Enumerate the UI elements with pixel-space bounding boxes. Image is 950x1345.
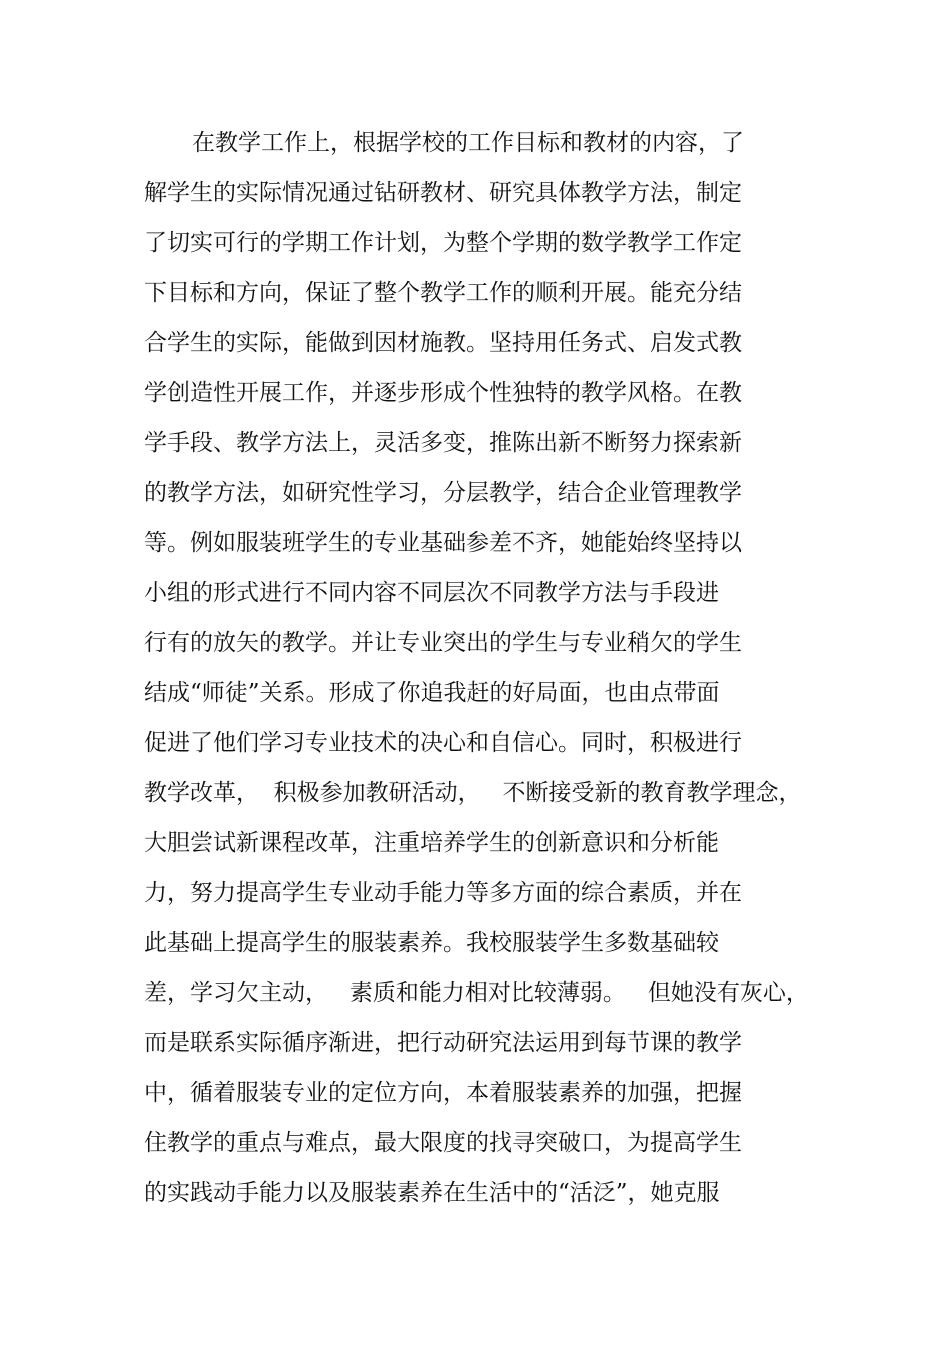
- text-line: 教学改革， 积极参加教研活动， 不断接受新的教育教学理念，: [144, 780, 802, 806]
- text-line: 的实践动手能力以及服装素养在生活中的“活泛”，她克服: [144, 1180, 720, 1206]
- text-line: 差，学习欠主动， 素质和能力相对比较薄弱。 但她没有灰心，: [144, 980, 809, 1006]
- text-line: 行有的放矢的教学。并让专业突出的学生与专业稍欠的学生: [144, 630, 742, 656]
- body-paragraph: [144, 118, 834, 1218]
- text-line: 小组的形式进行不同内容不同层次不同教学方法与手段进: [144, 580, 719, 606]
- text-line: 合学生的实际，能做到因材施教。坚持用任务式、启发式教: [144, 330, 742, 356]
- text-line: 下目标和方向，保证了整个教学工作的顺利开展。能充分结: [144, 280, 742, 306]
- text-line: 而是联系实际循序渐进，把行动研究法运用到每节课的教学: [144, 1030, 742, 1056]
- text-line: 了切实可行的学期工作计划，为整个学期的数学教学工作定: [144, 230, 742, 256]
- text-line: 的教学方法，如研究性学习，分层教学，结合企业管理教学: [144, 480, 742, 506]
- text-line: 住教学的重点与难点，最大限度的找寻突破口，为提高学生: [144, 1130, 742, 1156]
- text-line: 解学生的实际情况通过钻研教材、研究具体教学方法，制定: [144, 180, 742, 206]
- text-line: 中，循着服装专业的定位方向，本着服装素养的加强，把握: [144, 1080, 742, 1106]
- text-line: 大胆尝试新课程改革，注重培养学生的创新意识和分析能: [144, 830, 719, 856]
- text-line: 力，努力提高学生专业动手能力等多方面的综合素质，并在: [144, 880, 742, 906]
- text-line: 学手段、教学方法上，灵活多变，推陈出新不断努力探索新: [144, 430, 742, 456]
- text-line: 在教学工作上，根据学校的工作目标和教材的内容，了: [192, 130, 744, 156]
- text-line: 此基础上提高学生的服装素养。我校服装学生多数基础较: [144, 930, 719, 956]
- text-line: 促进了他们学习专业技术的决心和自信心。同时，积极进行: [144, 730, 742, 756]
- text-line: 等。例如服装班学生的专业基础参差不齐，她能始终坚持以: [144, 530, 742, 556]
- text-line: 结成“师徒”关系。形成了你追我赶的好局面，也由点带面: [144, 680, 720, 706]
- text-line: 学创造性开展工作，并逐步形成个性独特的教学风格。在教: [144, 380, 742, 406]
